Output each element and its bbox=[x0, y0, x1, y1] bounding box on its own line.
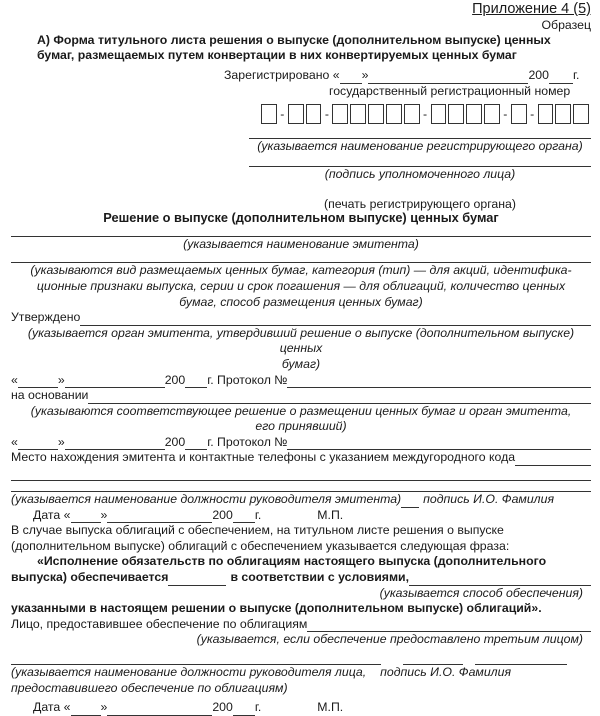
approval-organ-hint: (указывается орган эмитента, утвердивший решение о выпуске (дополнительном выпуске) ценных bbox=[27, 325, 575, 356]
bonds-p2 bbox=[11, 539, 591, 555]
month-field[interactable] bbox=[368, 71, 528, 84]
securities-hint: ционные признаки выпуска, серии и срок погашения — для облигаций, количество ценных bbox=[36, 278, 566, 293]
reg-box[interactable] bbox=[573, 104, 589, 124]
year-field[interactable] bbox=[185, 437, 207, 450]
form-title: А) Форма титульного листа решения о выпуске (дополнительном выпуске) ценных бумаг, размещаемых путем конвертации в них конвертируемых ценных бумаг bbox=[37, 33, 551, 63]
year-suffix: г. bbox=[572, 68, 580, 83]
bonds-text: (дополнительном выпуске) облигаций с обеспечением указывается следующая фраза: bbox=[11, 538, 510, 553]
organ-block bbox=[249, 128, 591, 212]
provider-sign-field[interactable] bbox=[403, 652, 463, 665]
head-position-hint: (указывается наименование должности руководителя эмитента) bbox=[11, 492, 402, 507]
bonds-bold1 bbox=[37, 554, 591, 570]
month-field[interactable] bbox=[107, 510, 212, 523]
basis-field[interactable] bbox=[88, 391, 591, 404]
reg-box[interactable] bbox=[306, 104, 322, 124]
month-field[interactable] bbox=[107, 703, 212, 716]
location-label: Место нахождения эмитента и контактные телефоны с указанием междугородного кода bbox=[11, 450, 516, 465]
seal-hint: (печать регистрирующего органа) bbox=[324, 196, 516, 211]
head-date-row bbox=[33, 508, 591, 524]
head-sig-hint: подпись И.О. Фамилия bbox=[423, 492, 555, 507]
reg-box[interactable] bbox=[332, 104, 348, 124]
reg-dash: - bbox=[324, 106, 329, 121]
provider-pos-row-2 bbox=[11, 681, 591, 697]
bonds-text: В случае выпуска облигаций с обеспечением, на титульном листе решения о выпуске bbox=[11, 523, 504, 538]
reg-box[interactable] bbox=[431, 104, 447, 124]
securities-hint: (указываются вид размещаемых ценных бумаг, категория (тип) — для акций, идентифика- bbox=[30, 263, 572, 278]
provider-sign-lines bbox=[11, 652, 591, 665]
organ-line[interactable] bbox=[249, 128, 591, 139]
decision-title: Решение о выпуске (дополнительном выпуске) ценных бумаг bbox=[103, 210, 499, 226]
reg-box[interactable] bbox=[448, 104, 464, 124]
quote-close: » bbox=[100, 507, 108, 522]
provider-hint-row bbox=[11, 632, 591, 648]
signature-line[interactable] bbox=[249, 157, 591, 167]
provider-hint: (указывается, если обеспечение предоставлено третьим лицом) bbox=[196, 632, 583, 647]
protocol-label: г. Протокол № bbox=[207, 372, 288, 387]
reg-dash: - bbox=[530, 106, 535, 121]
reg-box[interactable] bbox=[386, 104, 402, 124]
quote-open: « bbox=[11, 434, 18, 449]
bonds-p1 bbox=[11, 523, 591, 539]
protocol-label: г. Протокол № bbox=[207, 434, 288, 449]
approved-label: Утверждено bbox=[11, 310, 81, 325]
reg-dash: - bbox=[423, 106, 428, 121]
protocol-field[interactable] bbox=[287, 437, 591, 450]
reg-box[interactable] bbox=[484, 104, 500, 124]
quote-close: » bbox=[57, 372, 65, 387]
conditions-field[interactable] bbox=[409, 573, 591, 586]
quote-close: » bbox=[57, 434, 65, 449]
year-field[interactable] bbox=[185, 375, 207, 388]
quote-close: » bbox=[361, 68, 369, 83]
method-hint: (указывается способ обеспечения) bbox=[379, 585, 583, 600]
registered-label: Зарегистрировано « bbox=[224, 68, 340, 83]
provider-name-field[interactable] bbox=[475, 652, 567, 665]
provider-field[interactable] bbox=[307, 619, 591, 632]
location-field[interactable] bbox=[515, 453, 591, 466]
reg-dash: - bbox=[280, 106, 285, 121]
state-number-label: государственный регистрационный номер bbox=[329, 83, 571, 98]
method-hint-row bbox=[11, 586, 591, 602]
bonds-bold-text: в соответствии с условиями, bbox=[230, 570, 410, 585]
day-field[interactable] bbox=[18, 437, 58, 450]
issuer-line[interactable] bbox=[11, 228, 591, 237]
month-field[interactable] bbox=[65, 437, 165, 450]
year-field[interactable] bbox=[549, 71, 573, 84]
provider-sig-hint: подпись И.О. Фамилия bbox=[380, 665, 512, 679]
provider-position-field[interactable] bbox=[11, 652, 381, 665]
quote-open: « bbox=[11, 372, 18, 387]
location-line[interactable] bbox=[11, 468, 591, 481]
year-label: 200 bbox=[212, 507, 233, 522]
approved-field[interactable] bbox=[80, 313, 591, 326]
approved-row bbox=[11, 310, 591, 326]
head-sign-row bbox=[11, 492, 591, 508]
year-suffix: г. bbox=[254, 507, 262, 522]
appendix-row bbox=[11, 0, 591, 18]
protocol-row-2 bbox=[11, 435, 591, 451]
reg-box[interactable] bbox=[350, 104, 366, 124]
reg-box[interactable] bbox=[404, 104, 420, 124]
provider-label: Лицо, предоставившее обеспечение по облигациям bbox=[11, 616, 308, 631]
method-field[interactable] bbox=[168, 573, 226, 586]
reg-box[interactable] bbox=[466, 104, 482, 124]
basis-hint: (указываются соответствующее решение о размещении ценных бумаг и орган эмитента, bbox=[30, 403, 572, 418]
appendix-label: Приложение 4 (5) bbox=[472, 1, 591, 17]
reg-dash: - bbox=[503, 106, 508, 121]
provider-pos-hint: предоставившего обеспечение по облигациям) bbox=[11, 680, 288, 695]
protocol-row-1 bbox=[11, 373, 591, 389]
year-label: 200 bbox=[164, 434, 186, 449]
provider-date-row bbox=[33, 700, 591, 716]
year-label: 200 bbox=[212, 700, 233, 715]
registered-row bbox=[224, 68, 591, 84]
bonds-bold3 bbox=[11, 601, 591, 617]
approval-organ-hint: бумаг) bbox=[281, 356, 321, 371]
state-number-row bbox=[329, 84, 591, 100]
reg-box[interactable] bbox=[261, 104, 277, 124]
year-field[interactable] bbox=[233, 703, 255, 716]
sample-row bbox=[11, 18, 591, 34]
signature-hint: (подпись уполномоченного лица) bbox=[324, 166, 516, 181]
date-label: Дата « bbox=[33, 700, 71, 715]
organ-hint: (указывается наименование регистрирующего органа) bbox=[257, 139, 583, 154]
provider-pos-row bbox=[11, 665, 591, 681]
issuer-hint: (указывается наименование эмитента) bbox=[183, 236, 419, 251]
reg-box[interactable] bbox=[511, 104, 527, 124]
day-field[interactable] bbox=[340, 71, 362, 84]
basis-row bbox=[11, 388, 591, 404]
bonds-bold-text: «Исполнение обязательств по облигациям настоящего выпуска (дополнительного bbox=[37, 554, 547, 569]
year-label: 200 bbox=[164, 372, 186, 387]
reg-box[interactable] bbox=[538, 104, 554, 124]
head-position-line[interactable] bbox=[11, 483, 591, 492]
bonds-bold-text: выпуска) обеспечивается bbox=[11, 570, 169, 585]
day-field[interactable] bbox=[71, 703, 101, 716]
reg-box[interactable] bbox=[288, 104, 304, 124]
bonds-bold2 bbox=[11, 570, 591, 586]
protocol-field[interactable] bbox=[287, 375, 591, 388]
provider-pos-hint: (указывается наименование должности руководителя лица, bbox=[11, 665, 367, 679]
year-suffix: г. bbox=[254, 700, 262, 715]
reg-box[interactable] bbox=[555, 104, 571, 124]
location-row bbox=[11, 450, 591, 466]
day-field[interactable] bbox=[71, 510, 101, 523]
basis-label: на основании bbox=[11, 388, 89, 403]
sample-label: Образец bbox=[541, 17, 591, 32]
reg-box[interactable] bbox=[368, 104, 384, 124]
provider-row bbox=[11, 617, 591, 633]
quote-close: » bbox=[100, 700, 108, 715]
month-field[interactable] bbox=[65, 375, 165, 388]
sign-field[interactable] bbox=[401, 495, 419, 508]
date-label: Дата « bbox=[33, 507, 71, 522]
securities-line[interactable] bbox=[11, 254, 591, 263]
year-field[interactable] bbox=[233, 510, 255, 523]
reg-number-boxes bbox=[261, 102, 591, 126]
day-field[interactable] bbox=[18, 375, 58, 388]
seal-label: М.П. bbox=[317, 700, 344, 715]
basis-hint: его принявший) bbox=[255, 419, 347, 434]
year-label: 200 bbox=[528, 68, 549, 83]
bonds-bold-text: указанными в настоящем решении о выпуске (дополнительном выпуске) облигаций». bbox=[11, 601, 542, 616]
decision-title-row bbox=[11, 210, 591, 226]
securities-hint: бумаг, способ размещения ценных бумаг) bbox=[179, 294, 423, 309]
seal-label: М.П. bbox=[317, 507, 344, 522]
